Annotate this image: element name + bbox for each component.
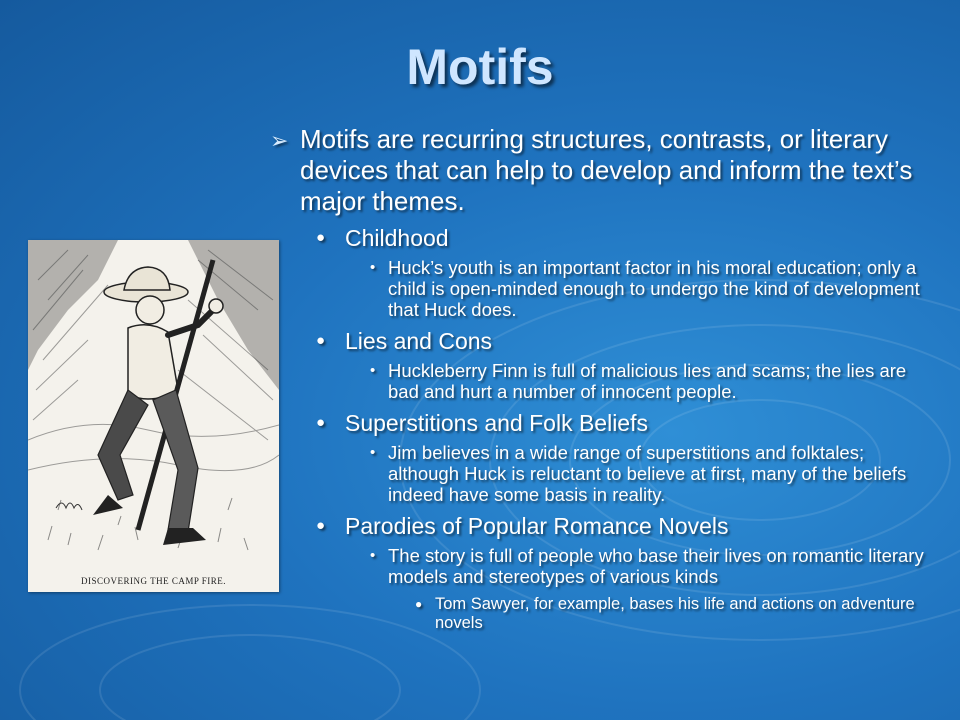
motif-heading-text: Parodies of Popular Romance Novels (345, 513, 729, 539)
motif-heading-text: Childhood (345, 225, 449, 251)
slide-title: Motifs (406, 39, 554, 95)
small-dot-bullet-icon: • (370, 547, 376, 564)
huck-finn-illustration (28, 240, 279, 592)
intro-bullet (270, 124, 930, 217)
motif-example (270, 595, 930, 633)
motif-heading (270, 328, 930, 354)
illustration-caption: DISCOVERING THE CAMP FIRE. (80, 576, 226, 586)
small-dot-bullet-icon: • (370, 362, 376, 379)
motif-heading (270, 513, 930, 539)
small-dot-bullet-icon: • (370, 259, 376, 276)
round-bullet-icon: ● (415, 597, 423, 611)
round-bullet-icon: ● (316, 517, 326, 534)
slide-content (270, 124, 930, 633)
motif-detail (270, 442, 930, 505)
round-bullet-icon: ● (316, 414, 326, 431)
motif-detail (270, 257, 930, 320)
round-bullet-icon: ● (316, 332, 326, 349)
motif-heading-text: Lies and Cons (345, 328, 493, 354)
intro-text: Motifs are recurring structures, contrasts, or literary devices that can help to develop and inform the text’s major themes. (300, 124, 913, 216)
motif-detail (270, 360, 930, 402)
motif-detail-text: Jim believes in a wide range of superstitions and folktales; although Huck is reluctant to believe at first, many of the beliefs indeed have some basis in reality. (388, 442, 907, 505)
arrow-right-triangle-icon: ➢ (270, 128, 289, 153)
round-bullet-icon: ● (316, 229, 326, 246)
motif-detail-text: Huckleberry Finn is full of malicious lies and scams; the lies are bad and hurt a number of innocent people. (388, 360, 907, 402)
motif-heading (270, 225, 930, 251)
motif-heading-text: Superstitions and Folk Beliefs (345, 410, 648, 436)
motif-detail-text: The story is full of people who base their lives on romantic literary models and stereotypes of various kinds (388, 545, 924, 587)
motif-detail (270, 545, 930, 587)
small-dot-bullet-icon: • (370, 444, 376, 461)
motif-example-text: Tom Sawyer, for example, bases his life and actions on adventure novels (435, 595, 915, 632)
motif-detail-text: Huck’s youth is an important factor in his moral education; only a child is open-minded enough to undergo the kind of development that Huck does. (388, 257, 920, 320)
motif-heading (270, 410, 930, 436)
